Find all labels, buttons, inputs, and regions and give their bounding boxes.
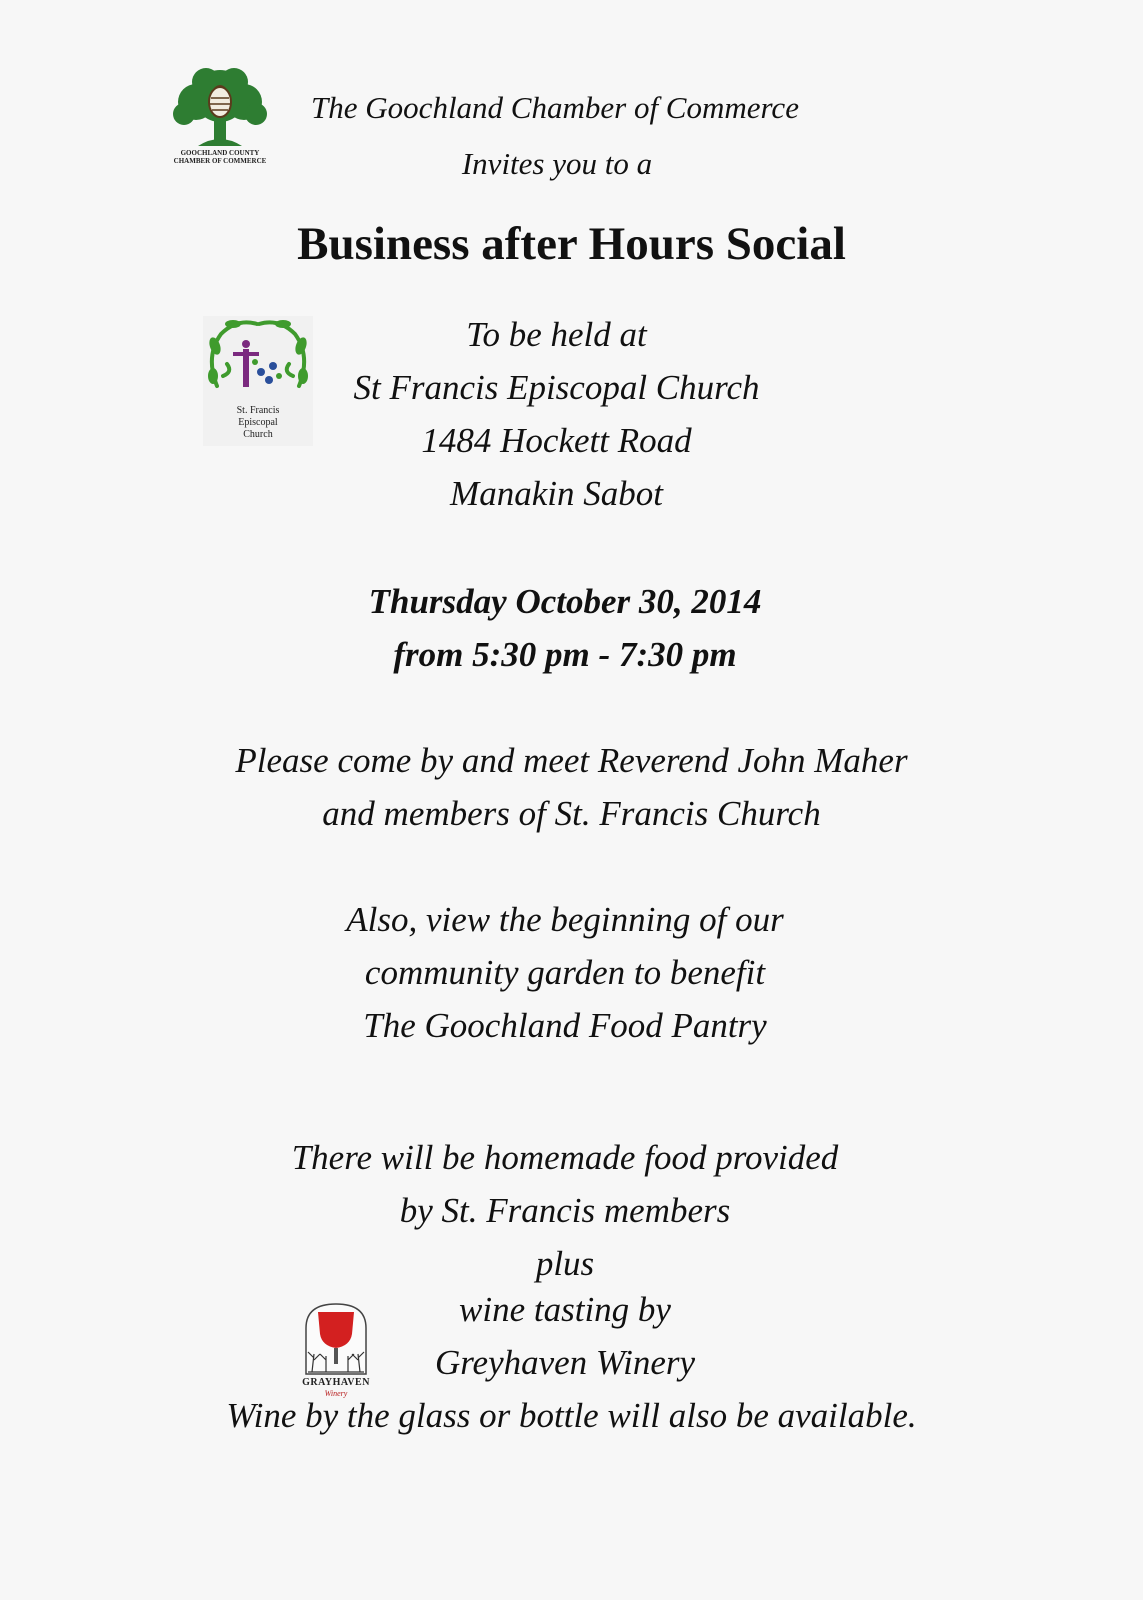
winery-logo-text2: Winery bbox=[324, 1389, 348, 1398]
food-line-2: by St. Francis members bbox=[399, 1191, 731, 1230]
event-date: Thursday October 30, 2014 bbox=[368, 582, 762, 621]
venue-line-4: Manakin Sabot bbox=[450, 474, 663, 513]
header-line-1: The Goochland Chamber of Commerce bbox=[311, 90, 799, 125]
meet-line-2: and members of St. Francis Church bbox=[322, 794, 821, 833]
winery-logo-text1: GRAYHAVEN bbox=[302, 1377, 370, 1388]
church-logo-text2: Episcopal bbox=[238, 417, 278, 428]
venue-line-2: St Francis Episcopal Church bbox=[353, 368, 760, 407]
page-title: Business after Hours Social bbox=[297, 218, 846, 270]
food-line-5: Greyhaven Winery bbox=[434, 1343, 696, 1382]
venue-line-1: To be held at bbox=[466, 315, 647, 354]
garden-line-2: community garden to benefit bbox=[364, 953, 766, 992]
food-line-4: wine tasting by bbox=[459, 1290, 671, 1329]
chamber-logo-text2: CHAMBER OF COMMERCE bbox=[173, 157, 267, 165]
food-line-3: plus bbox=[535, 1244, 595, 1283]
church-logo-text3: Church bbox=[243, 429, 273, 440]
food-line-6: Wine by the glass or bottle will also be available. bbox=[226, 1396, 917, 1435]
chamber-logo-text1: GOOCHLAND COUNTY bbox=[180, 149, 260, 157]
event-time: from 5:30 pm - 7:30 pm bbox=[393, 635, 737, 674]
venue-line-3: 1484 Hockett Road bbox=[421, 421, 692, 460]
garden-line-3: The Goochland Food Pantry bbox=[363, 1006, 767, 1045]
garden-line-1: Also, view the beginning of our bbox=[346, 900, 784, 939]
meet-line-1: Please come by and meet Reverend John Maher bbox=[235, 741, 908, 780]
oak-tree-acorn-icon bbox=[168, 66, 272, 148]
chamber-logo bbox=[168, 66, 272, 170]
food-line-1: There will be homemade food provided bbox=[291, 1138, 839, 1177]
church-logo-text1: St. Francis bbox=[236, 405, 280, 416]
header-line-2: Invites you to a bbox=[461, 146, 653, 181]
